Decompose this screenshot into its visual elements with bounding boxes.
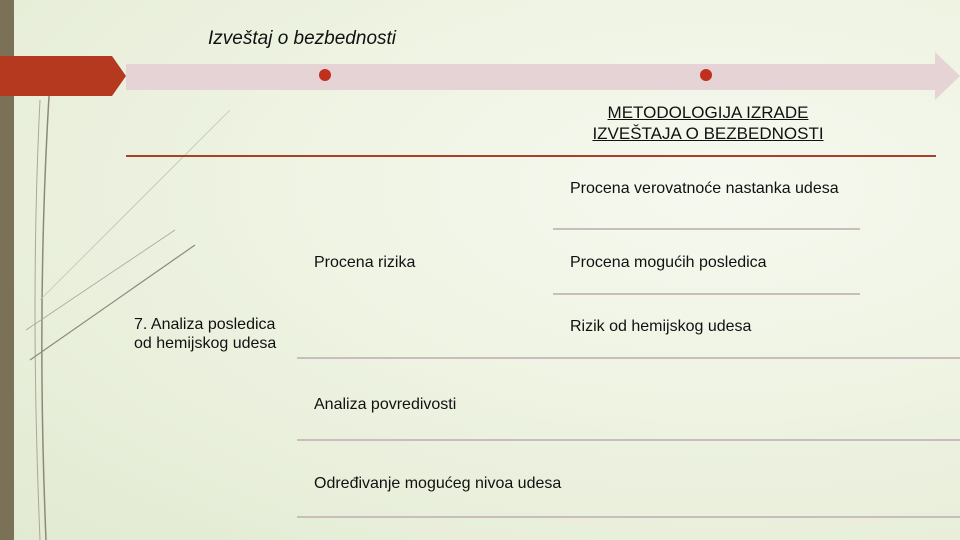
- timeline-dot-2: [700, 69, 712, 81]
- tree-level2-item: Rizik od hemijskog udesa: [570, 318, 752, 335]
- tree-level2-item: Procena verovatnoće nastanka udesa: [570, 180, 839, 197]
- tree-level1-item: Procena rizika: [314, 254, 416, 271]
- tree-level2-item: Procena mogućih posledica: [570, 254, 767, 271]
- main-title-line2: IZVEŠTAJA O BEZBEDNOSTI: [592, 124, 824, 143]
- divider: [553, 228, 860, 230]
- timeline-dot-1: [319, 69, 331, 81]
- tree-root: 7. Analiza posledica od hemijskog udesa: [134, 316, 277, 352]
- divider: [297, 357, 960, 359]
- tree-level1-item: Određivanje mogućeg nivoa udesa: [314, 475, 562, 492]
- divider: [297, 516, 960, 518]
- title-rule: [126, 155, 936, 157]
- main-title-line1: METODOLOGIJA IZRADE: [607, 103, 809, 122]
- divider: [297, 439, 960, 441]
- red-tab: [0, 56, 126, 96]
- main-title: [530, 102, 886, 144]
- timeline-arrow: [0, 50, 960, 110]
- tree-level1-item: Analiza povredivosti: [314, 396, 457, 413]
- header-title: Izveštaj o bezbednosti: [208, 28, 397, 49]
- divider: [553, 293, 860, 295]
